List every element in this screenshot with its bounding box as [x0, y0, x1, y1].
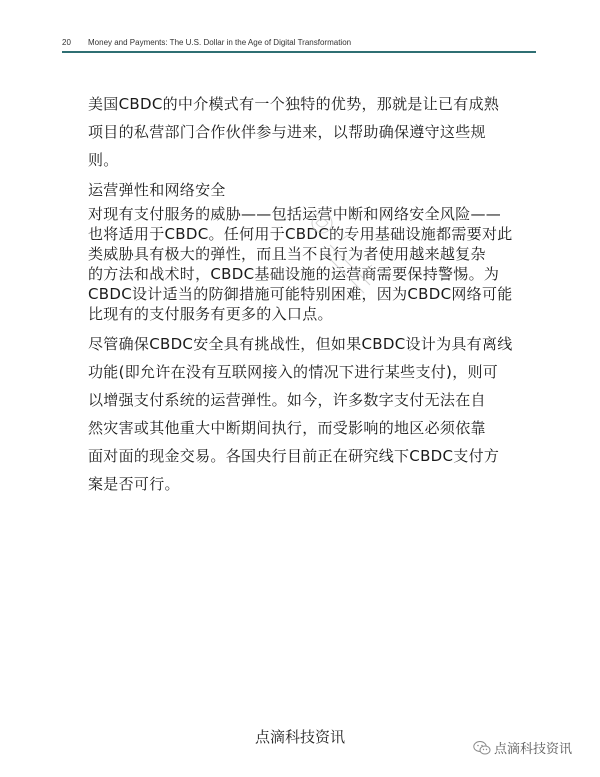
text-line: 类威胁具有极大的弹性，而且当不良行为者使用越来越复杂	[88, 245, 486, 263]
paragraph-1	[88, 90, 520, 174]
section-heading: 运营弹性和网络安全	[88, 181, 226, 199]
text-line: 功能(即允许在没有互联网接入的情况下进行某些支付)，则可	[88, 363, 499, 381]
page-number: 20	[62, 38, 71, 47]
text-line: 然灾害或其他重大中断期间执行，而受影响的地区必须依靠	[88, 419, 486, 437]
brand-tag	[473, 738, 572, 757]
wechat-icon	[473, 740, 491, 756]
text-line: 尽管确保CBDC安全具有挑战性，但如果CBDC设计为具有离线	[88, 335, 513, 353]
footer-title: 点滴科技资讯	[254, 728, 345, 746]
text-line: 案是否可行。	[88, 475, 180, 493]
paragraph-3	[88, 330, 520, 498]
text-line: 面对面的现金交易。各国央行目前正在研究线下CBDC支付方	[88, 447, 500, 465]
text-line: CBDC设计适当的防御措施可能特别困难，因为CBDC网络可能	[88, 285, 513, 303]
text-line: 则。	[88, 151, 119, 169]
text-line: 项目的私营部门合作伙伴参与进来，以帮助确保遵守这些规	[88, 123, 486, 141]
text-line: 美国CBDC的中介模式有一个独特的优势，那就是让已有成熟	[88, 95, 500, 113]
text-line: 比现有的支付服务有更多的入口点。	[88, 305, 333, 323]
running-title: Money and Payments: The U.S. Dollar in the Age of Digital Transformation	[88, 38, 352, 47]
text-line: 的方法和战术时，CBDC基础设施的运营商需要保持警惕。为	[88, 265, 500, 283]
watermark-stamp	[300, 205, 400, 315]
text-line: 也将适用于CBDC。任何用于CBDC的专用基础设施都需要对此	[88, 225, 513, 243]
text-line: 以增强支付系统的运营弹性。如今，许多数字支付无法在自	[88, 391, 486, 409]
text-line: 对现有支付服务的威胁——包括运营中断和网络安全风险——	[88, 205, 502, 223]
header-rule	[62, 51, 536, 53]
brand-text: 点滴科技资讯	[493, 742, 572, 757]
running-header	[62, 38, 536, 50]
